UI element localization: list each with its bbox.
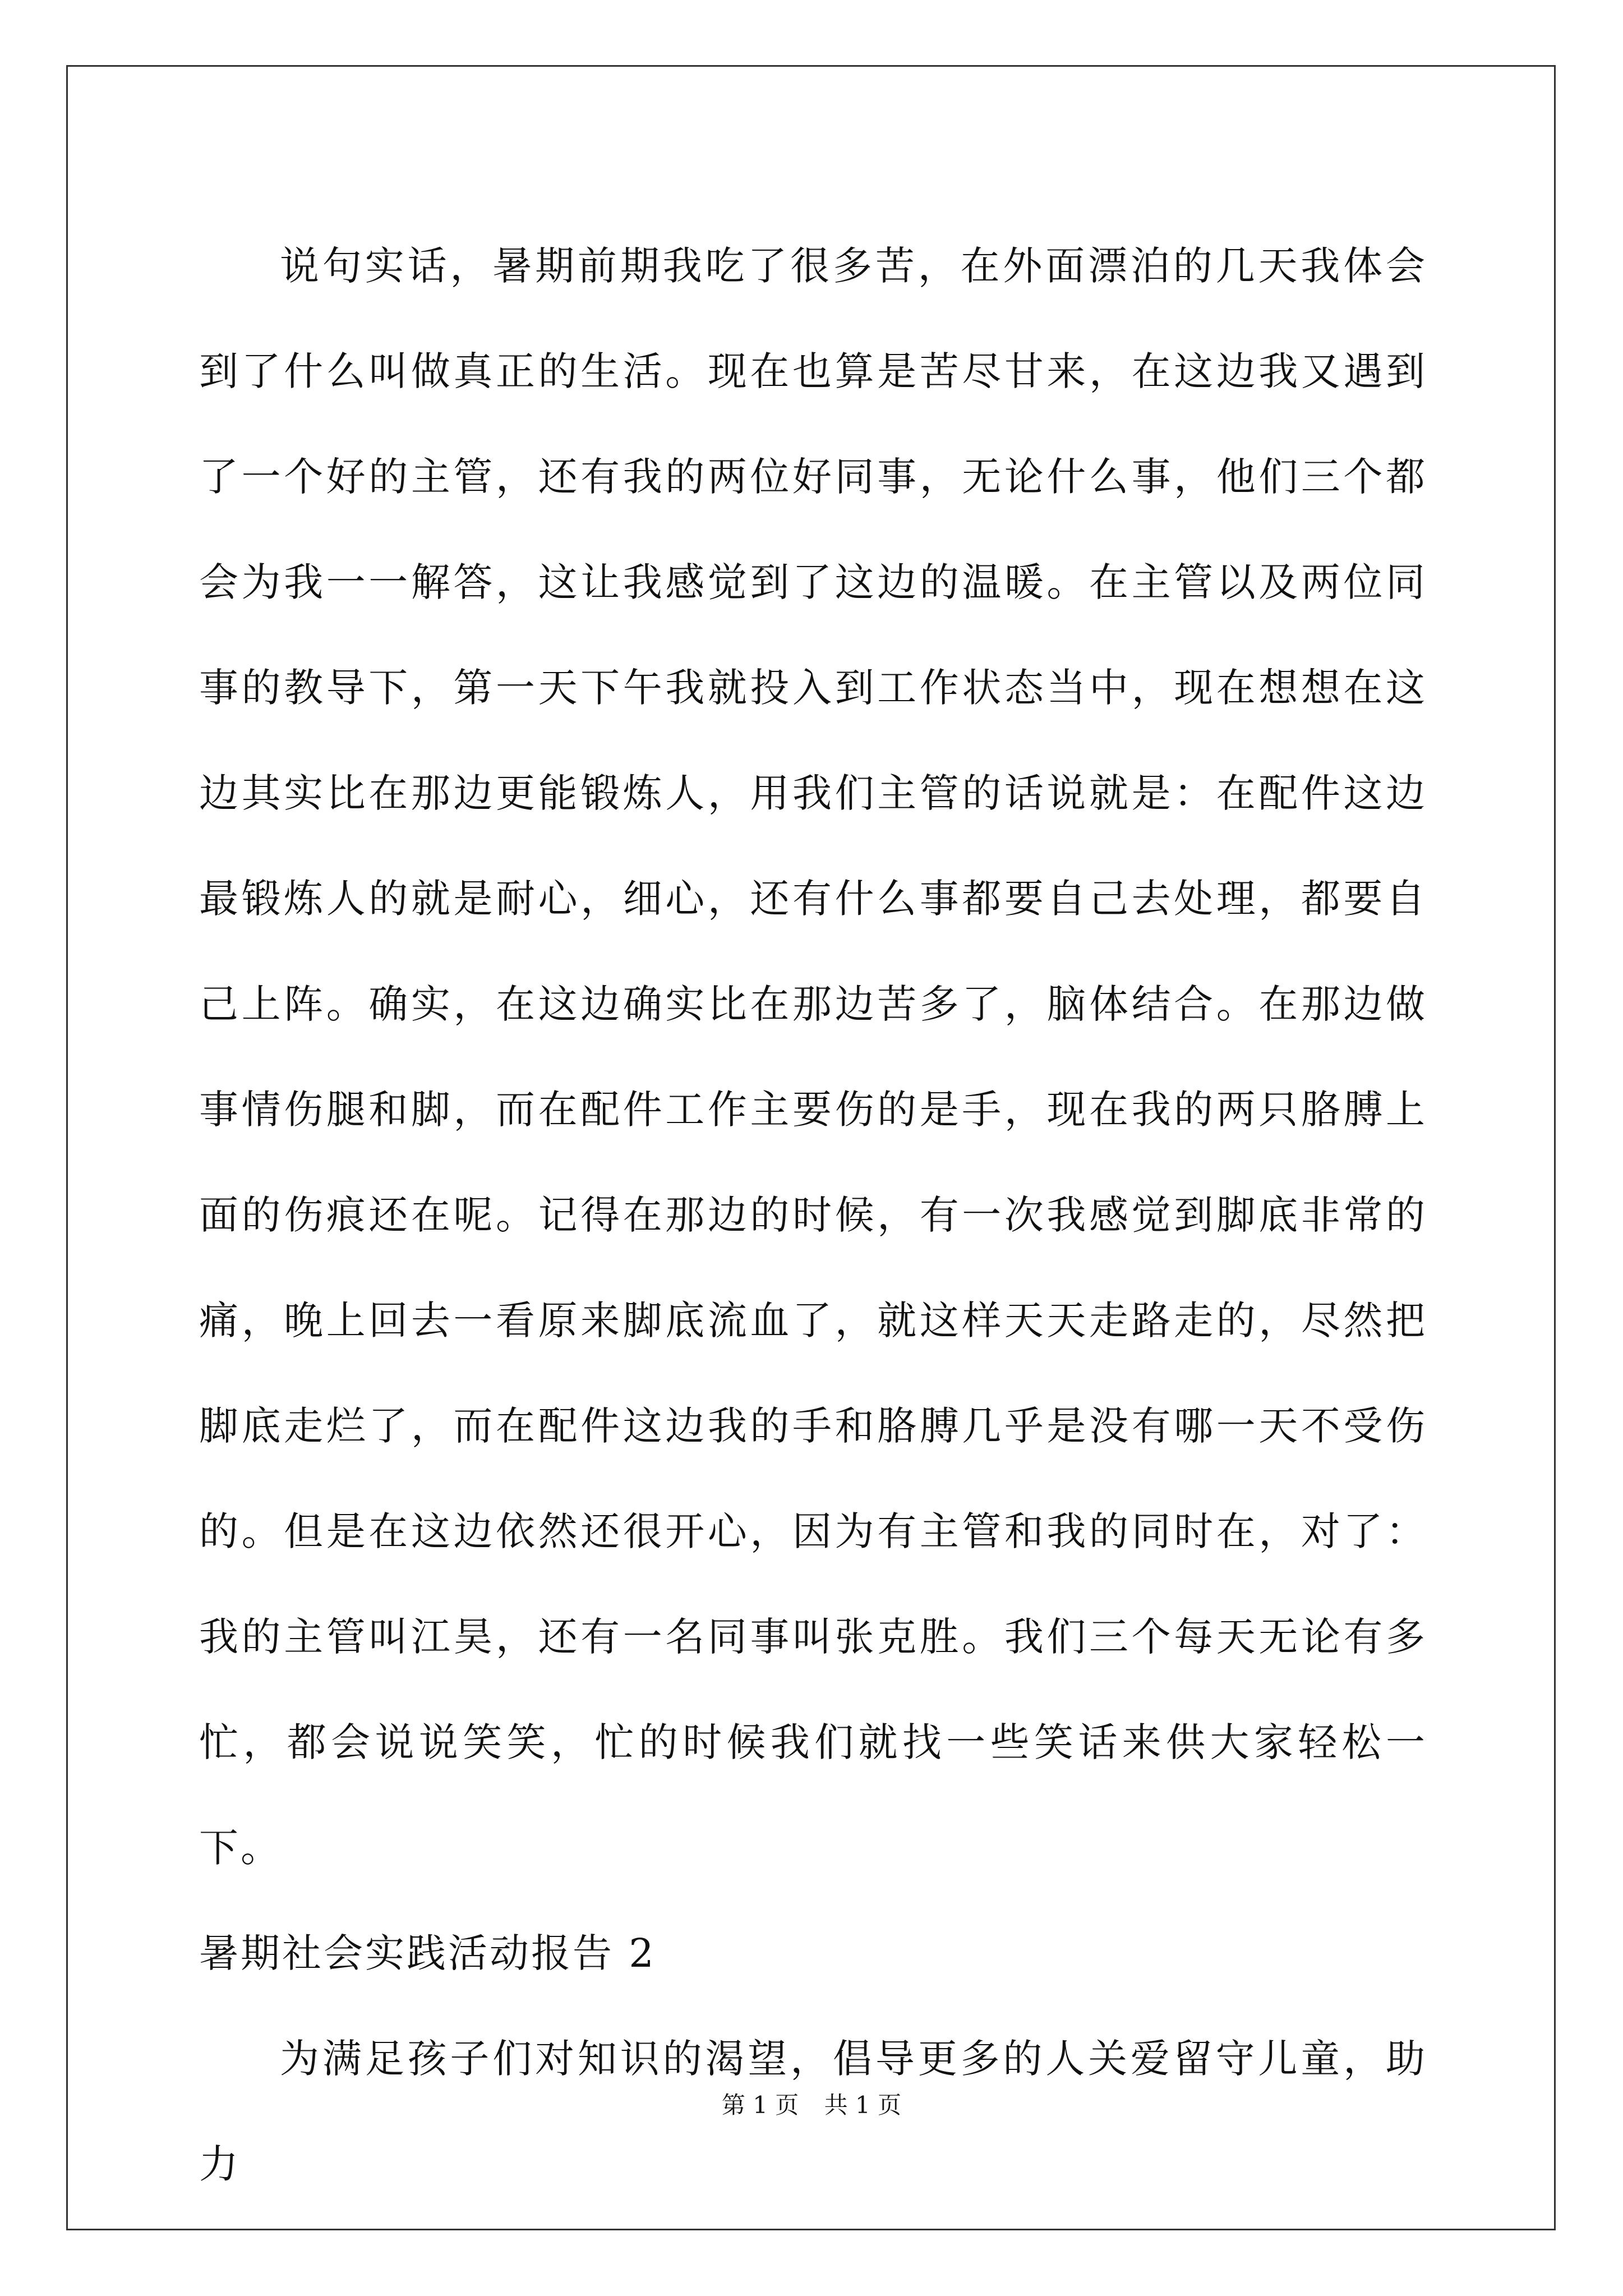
page-number-current: 第 1 页 bbox=[721, 2091, 799, 2119]
page-footer bbox=[0, 2091, 1623, 2119]
section-heading: 暑期社会实践活动报告 2 bbox=[199, 1930, 656, 1976]
paragraph-2: 为满足孩子们对知识的渴望，倡导更多的人关爱留守儿童，助力 bbox=[199, 2036, 1427, 2187]
paragraph-1: 说句实话，暑期前期我吃了很多苦，在外面漂泊的几天我体会到了什么叫做真正的生活。现在也算是苦尽甘来，在这边我又遇到了一个好的主管，还有我的两位好同事，无论什么事，他们三个都会为我一一解答，这让我感觉到了这边的温暖。在主管以及两位同事的教导下，第一天下午我就投入到工作状态当中，现在想想在这边其实比在那边更能锻炼人，用我们主管的话说就是：在配件这边最锻炼人的就是耐心，细心，还有什么事都要自己去处理，都要自己上阵。确实，在这边确实比在那边苦多了，脑体结合。在那边做事情伤腿和脚，而在配件工作主要伤的是手，现在我的两只胳膊上面的伤痕还在呢。记得在那边的时候，有一次我感觉到脚底非常的痛，晚上回去一看原来脚底流血了，就这样天天走路走的，尽然把脚底走烂了，而在配件这边我的手和胳膊几乎是没有哪一天不受伤的。但是在这边依然还很开心，因为有主管和我的同时在，对了：我的主管叫江昊，还有一名同事叫张克胜。我们三个每天无论有多忙，都会说说笑笑，忙的时候我们就找一些笑话来供大家轻松一下。 bbox=[199, 243, 1427, 1871]
document-body bbox=[199, 213, 1427, 2187]
page-number-total: 共 1 页 bbox=[824, 2091, 902, 2119]
